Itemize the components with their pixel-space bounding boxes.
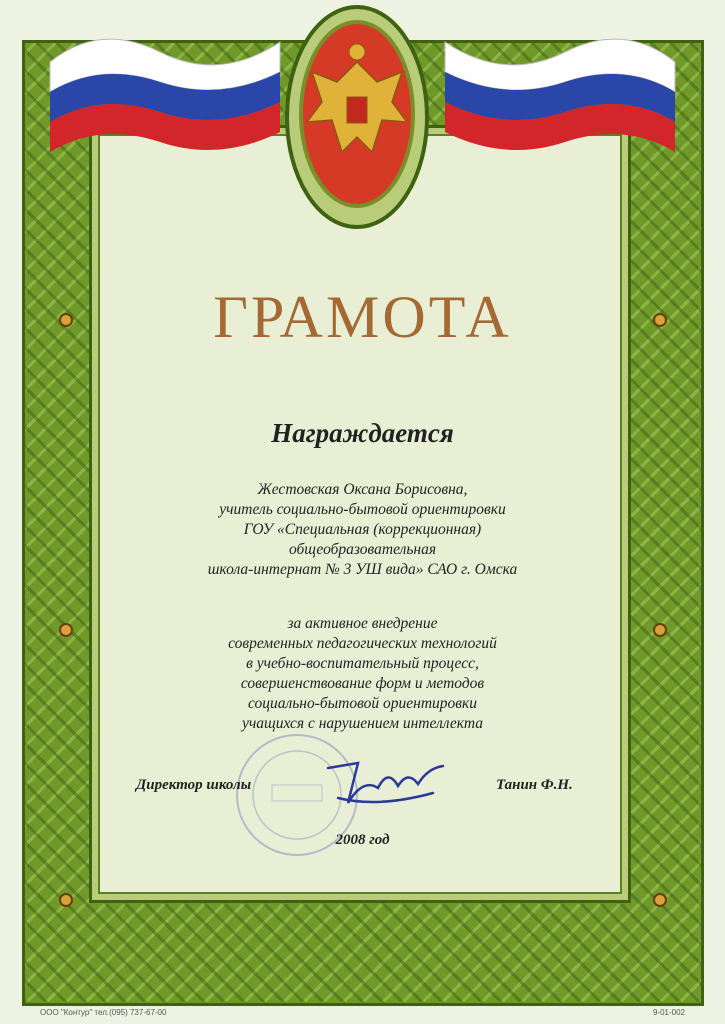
form-code: 9-01-002 (652, 1008, 685, 1017)
reason-line: в учебно-воспитательный процесс, (246, 655, 479, 672)
reason-block (120, 614, 605, 734)
recipient-line: общеобразовательная (288, 541, 437, 558)
coat-of-arms-icon (282, 2, 432, 242)
recipient-line: Жестовская Оксана Борисовна, (257, 481, 468, 498)
certificate-title: ГРАМОТА (213, 284, 512, 350)
recipient-line: учитель социально-бытовой ориентировки (219, 501, 506, 518)
reason-line: современных педагогических технологий (228, 635, 497, 652)
reason-line: социально-бытовой ориентировки (247, 695, 478, 712)
reason-line: за активное внедрение (287, 615, 438, 632)
signatory-title: Директор школы (136, 777, 252, 793)
ornament-stud (59, 893, 73, 907)
reason-line: совершенствование форм и методов (240, 675, 485, 692)
signature-icon (318, 748, 448, 818)
recipient-block (120, 480, 605, 580)
awarded-heading: Награждается (271, 418, 454, 448)
signatory-name: Танин Ф.Н. (496, 777, 573, 793)
recipient-line: ГОУ «Специальная (коррекционная) (243, 521, 482, 538)
recipient-line: школа-интернат № 3 УШ вида» САО г. Омска (207, 561, 518, 578)
tricolor-ribbon-icon (40, 22, 290, 162)
ornament-stud (59, 623, 73, 637)
ornament-stud (653, 623, 667, 637)
ornament-stud (653, 893, 667, 907)
issue-year: 2008 год (335, 832, 390, 848)
tricolor-ribbon-icon (435, 22, 685, 162)
reason-line: учащихся с нарушением интеллекта (242, 715, 483, 732)
printer-imprint: ООО "Контур" тел.(095) 737-67-00 (40, 1008, 167, 1017)
